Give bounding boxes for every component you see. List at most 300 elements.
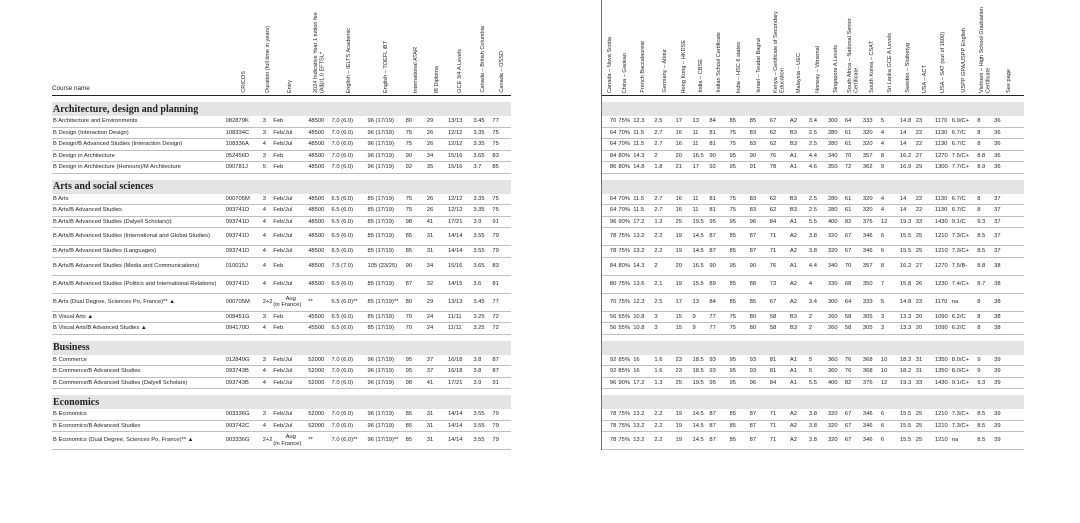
column-header-label: Vietnam – High School Graduation Certificate	[979, 6, 992, 93]
section-title: Business	[52, 341, 511, 355]
cell-usa-act: 25	[916, 228, 935, 246]
cell-usa-act: 33	[916, 216, 935, 228]
table-row	[52, 311, 1024, 323]
table-row	[52, 116, 1024, 127]
cell-kenya-certificate-of-secondary-education: 71	[770, 246, 790, 258]
cell-israel-teudat-bagrut: 96	[750, 377, 770, 389]
cell-south-africa-national-senior-certificate: 58	[845, 311, 863, 323]
cell-gce-3-4-a-levels: 14/14	[448, 246, 473, 258]
cell-norway-vitnemal: 5.5	[809, 377, 828, 389]
cell-india-cbse: 13	[692, 293, 709, 311]
row-gap	[511, 194, 601, 205]
cell-malaysia-uec: B3	[790, 194, 809, 205]
cell-french-baccalaureat: 11.5	[633, 194, 654, 205]
cell-usa-act: 20	[916, 311, 935, 323]
cell-south-korea-csat: 346	[863, 420, 881, 432]
cell-uspp-gpa-uspp-english: 7.5/B-	[952, 257, 977, 275]
cell-usa-sat-out-of-1600: 1350	[935, 355, 952, 366]
column-header-english-toefl-ibt	[367, 0, 405, 96]
cell-french-baccalaureat: 13.2	[633, 432, 654, 450]
cell-entry: Feb/Jul	[273, 366, 308, 378]
cell-south-korea-csat: 333	[863, 293, 881, 311]
cell-malaysia-uec: A1	[790, 366, 809, 378]
cell-see-page: 38	[994, 293, 1024, 311]
cell-french-baccalaureat: 12.3	[633, 116, 654, 127]
cell-entry: Feb/Jul	[273, 194, 308, 205]
cell-malaysia-uec: A2	[790, 293, 809, 311]
cell-norway-vitnemal: 2.5	[809, 194, 828, 205]
cell-vietnam-high-school-graduation-certificate: 8	[977, 311, 994, 323]
cell-canada-ossd: 77	[492, 293, 511, 311]
cell-cricos: 010015J	[226, 257, 263, 275]
cell-french-baccalaureat: 13.2	[633, 246, 654, 258]
column-gap	[511, 0, 601, 96]
cell-vietnam-high-school-graduation-certificate: 8.9	[977, 162, 994, 174]
cell-english-toefl-ibt: 85 (17/19)	[367, 311, 405, 323]
cell-sweden-slutbetyg: 14	[900, 127, 916, 139]
cell-french-baccalaureat: 16	[633, 355, 654, 366]
cell-entry: Feb	[273, 311, 308, 323]
cell-singapore-a-levels: 350	[828, 162, 845, 174]
cell-usa-act: 25	[916, 246, 935, 258]
cell-english-ielts-academic: 7.0 (6.0)	[331, 116, 367, 127]
cell-canada-british-columbia: 3.25	[473, 323, 492, 335]
cell-norway-vitnemal: 4	[809, 275, 828, 293]
cell-canada-ossd: 85	[492, 162, 511, 174]
cell-germany-abitur: 2.7	[654, 139, 675, 151]
cell-english-toefl-ibt: 96 (17/19)	[367, 127, 405, 139]
cell-malaysia-uec: B3	[790, 127, 809, 139]
cell-gce-3-4-a-levels: 12/12	[448, 194, 473, 205]
cell-sri-lanka-gce-a-levels: 5	[881, 116, 900, 127]
cell-ib-diploma: 31	[427, 432, 448, 450]
cell-india-hsc-6-states: 75	[730, 127, 750, 139]
cell-hong-kong-hkdse: 20	[676, 150, 693, 162]
cell-india-cbse: 19.5	[692, 216, 709, 228]
column-header-malaysia-uec	[790, 0, 809, 96]
cell-uspp-gpa-uspp-english: 7.3/C+	[952, 246, 977, 258]
column-header-usa-act	[916, 0, 935, 96]
column-header-label: USPP GPA/USPP English	[961, 28, 968, 93]
cell-canada-ossd: 79	[492, 420, 511, 432]
cell-norway-vitnemal: 5	[809, 366, 828, 378]
cell-english-ielts-academic: 7.0 (6.0)	[331, 420, 367, 432]
cell-usa-act: 22	[916, 139, 935, 151]
cell-canada-nova-scotia: 92	[601, 355, 618, 366]
cell-gce-3-4-a-levels: 14/15	[448, 275, 473, 293]
cell-norway-vitnemal: 2.5	[809, 205, 828, 217]
cell-china-gaokao: 75%	[618, 420, 633, 432]
cell-india-hsc-6-states: 85	[730, 275, 750, 293]
cell-sweden-slutbetyg: 15.5	[900, 420, 916, 432]
cell-international-atar: 80	[406, 293, 427, 311]
cell-canada-ossd: 75	[492, 139, 511, 151]
column-header-english-ielts-academic	[331, 0, 367, 96]
column-header-usa-sat-out-of-1600	[935, 0, 952, 96]
cell-norway-vitnemal: 3.8	[809, 246, 828, 258]
cell-english-ielts-academic: 7.0 (6.0)	[331, 366, 367, 378]
cell-ib-diploma: 35	[427, 162, 448, 174]
cell-india-cbse: 18.5	[692, 355, 709, 366]
cell-israel-teudat-bagrut: 87	[750, 246, 770, 258]
cell-english-toefl-ibt: 85 (17/19)	[367, 228, 405, 246]
cell-usa-act: 20	[916, 323, 935, 335]
cell-hong-kong-hkdse: 16	[676, 194, 693, 205]
cell-germany-abitur: 2.5	[654, 293, 675, 311]
cell-canada-ossd: 87	[492, 366, 511, 378]
cell-duration-full-time-in-years: 4	[263, 377, 274, 389]
cell-singapore-a-levels: 320	[828, 409, 845, 420]
cell-sweden-slutbetyg: 14	[900, 194, 916, 205]
cell-ib-diploma: 41	[427, 216, 448, 228]
cell-usa-sat-out-of-1600: 1210	[935, 409, 952, 420]
course-name: B Arts	[52, 194, 226, 205]
cell-germany-abitur: 2.2	[654, 432, 675, 450]
cell-norway-vitnemal: 4.4	[809, 257, 828, 275]
cell-see-page: 39	[994, 420, 1024, 432]
cell-india-cbse: 18.5	[692, 366, 709, 378]
cell-singapore-a-levels: 300	[828, 116, 845, 127]
cell-malaysia-uec: A2	[790, 409, 809, 420]
cell-english-ielts-academic: 7.0 (6.0)	[331, 355, 367, 366]
cell-indian-school-certificate: 95	[709, 216, 729, 228]
table-row	[52, 323, 1024, 335]
cell-cricos: 093743B	[226, 366, 263, 378]
cell-hong-kong-hkdse: 16	[676, 139, 693, 151]
cell-kenya-certificate-of-secondary-education: 71	[770, 432, 790, 450]
column-header-label: Entry	[287, 79, 294, 93]
cell-ib-diploma: 26	[427, 205, 448, 217]
cell-sweden-slutbetyg: 16.2	[900, 257, 916, 275]
section-gap	[511, 102, 601, 116]
cell-international-atar: 90	[406, 150, 427, 162]
column-header-label: Israel – Teudat Bagrut	[756, 38, 763, 93]
cell-usa-act: 22	[916, 194, 935, 205]
cell-vietnam-high-school-graduation-certificate: 8.7	[977, 275, 994, 293]
cell-canada-ossd: 79	[492, 228, 511, 246]
cell-india-cbse: 17	[692, 162, 709, 174]
cell-2024-indicative-year-1-tuition-fee-a-1-0-eftsl: **	[308, 432, 331, 450]
cell-english-ielts-academic: 6.5 (6.0)	[331, 275, 367, 293]
cell-canada-nova-scotia: 70	[601, 293, 618, 311]
cell-uspp-gpa-uspp-english: 7.4/C+	[952, 275, 977, 293]
cell-germany-abitur: 2	[654, 257, 675, 275]
cell-cricos: 093741D	[226, 246, 263, 258]
cell-hong-kong-hkdse: 20	[676, 257, 693, 275]
cell-south-korea-csat: 305	[863, 311, 881, 323]
column-header-label: English – IELTS Academic	[346, 27, 353, 93]
cell-singapore-a-levels: 260	[828, 311, 845, 323]
cell-china-gaokao: 70%	[618, 139, 633, 151]
cell-international-atar: 75	[406, 139, 427, 151]
cell-singapore-a-levels: 320	[828, 432, 845, 450]
row-gap	[511, 205, 601, 217]
column-header-canada-nova-scotia	[601, 0, 618, 96]
cell-south-korea-csat: 376	[863, 216, 881, 228]
cell-international-atar: 85	[406, 432, 427, 450]
row-gap	[511, 293, 601, 311]
cell-uspp-gpa-uspp-english: 6.7/C	[952, 205, 977, 217]
cell-sweden-slutbetyg: 15.5	[900, 409, 916, 420]
course-name: B Arts/B Advanced Studies	[52, 205, 226, 217]
cell-duration-full-time-in-years: 3	[263, 355, 274, 366]
cell-vietnam-high-school-graduation-certificate: 9.3	[977, 216, 994, 228]
cell-gce-3-4-a-levels: 15/16	[448, 150, 473, 162]
cell-indian-school-certificate: 81	[709, 127, 729, 139]
section-header-business	[52, 341, 1024, 355]
cell-cricos: 090781J	[226, 162, 263, 174]
cell-malaysia-uec: B3	[790, 311, 809, 323]
cell-canada-ossd: 81	[492, 275, 511, 293]
cell-israel-teudat-bagrut: 83	[750, 127, 770, 139]
cell-english-toefl-ibt: 85 (17/19)	[367, 216, 405, 228]
cell-india-hsc-6-states: 95	[730, 257, 750, 275]
cell-indian-school-certificate: 90	[709, 150, 729, 162]
cell-uspp-gpa-uspp-english: na	[952, 293, 977, 311]
cell-french-baccalaureat: 10.8	[633, 323, 654, 335]
cell-hong-kong-hkdse: 15	[676, 311, 693, 323]
cell-usa-sat-out-of-1600: 1430	[935, 216, 952, 228]
cell-norway-vitnemal: 5	[809, 355, 828, 366]
cell-malaysia-uec: A1	[790, 162, 809, 174]
cell-israel-teudat-bagrut: 83	[750, 194, 770, 205]
cell-entry: Feb/Jul	[273, 377, 308, 389]
cell-singapore-a-levels: 280	[828, 205, 845, 217]
cell-norway-vitnemal: 2	[809, 323, 828, 335]
cell-entry: Feb/Jul	[273, 409, 308, 420]
cell-2024-indicative-year-1-tuition-fee-a-1-0-eftsl: 52000	[308, 355, 331, 366]
cell-sweden-slutbetyg: 19.3	[900, 377, 916, 389]
cell-hong-kong-hkdse: 17	[676, 293, 693, 311]
cell-sri-lanka-gce-a-levels: 6	[881, 228, 900, 246]
cell-south-korea-csat: 346	[863, 228, 881, 246]
cell-see-page: 37	[994, 205, 1024, 217]
cell-vietnam-high-school-graduation-certificate: 9.3	[977, 377, 994, 389]
column-header-french-baccalaureat	[633, 0, 654, 96]
cell-norway-vitnemal: 3.4	[809, 116, 828, 127]
cell-kenya-certificate-of-secondary-education: 62	[770, 205, 790, 217]
course-name: B Design in Architecture	[52, 150, 226, 162]
cell-sri-lanka-gce-a-levels: 6	[881, 409, 900, 420]
cell-entry: Feb/Jul	[273, 355, 308, 366]
cell-uspp-gpa-uspp-english: 8.0/C+	[952, 366, 977, 378]
cell-canada-british-columbia: 3.55	[473, 409, 492, 420]
cell-see-page: 39	[994, 377, 1024, 389]
cell-germany-abitur: 1.8	[654, 162, 675, 174]
cell-singapore-a-levels: 360	[828, 355, 845, 366]
cell-hong-kong-hkdse: 19	[676, 228, 693, 246]
cell-israel-teudat-bagrut: 87	[750, 228, 770, 246]
cell-ib-diploma: 31	[427, 246, 448, 258]
cell-usa-act: 31	[916, 366, 935, 378]
cell-china-gaokao: 85%	[618, 366, 633, 378]
cell-sri-lanka-gce-a-levels: 3	[881, 311, 900, 323]
cell-malaysia-uec: A1	[790, 150, 809, 162]
cell-indian-school-certificate: 87	[709, 409, 729, 420]
column-header-label: India – HSC 6 states	[736, 41, 743, 93]
cell-canada-nova-scotia: 84	[601, 150, 618, 162]
cell-gce-3-4-a-levels: 17/21	[448, 216, 473, 228]
cell-english-toefl-ibt: 96 (17/19)	[367, 366, 405, 378]
section-gap	[511, 180, 601, 194]
cell-hong-kong-hkdse: 19	[676, 275, 693, 293]
cell-duration-full-time-in-years: 4	[263, 139, 274, 151]
cell-indian-school-certificate: 84	[709, 116, 729, 127]
cell-english-toefl-ibt: 85 (17/19)	[367, 194, 405, 205]
cell-ib-diploma: 31	[427, 420, 448, 432]
cell-vietnam-high-school-graduation-certificate: 8.5	[977, 432, 994, 450]
column-header-label: CRICOS	[240, 71, 247, 93]
section-header-arts-and-social-sciences	[52, 180, 1024, 194]
table-row	[52, 150, 1024, 162]
cell-south-africa-national-senior-certificate: 68	[845, 275, 863, 293]
cell-english-ielts-academic: 7.5 (7.0)	[331, 257, 367, 275]
cell-usa-sat-out-of-1600: 1170	[935, 116, 952, 127]
cell-india-hsc-6-states: 95	[730, 150, 750, 162]
cell-ib-diploma: 29	[427, 293, 448, 311]
cell-french-baccalaureat: 11.5	[633, 139, 654, 151]
cell-china-gaokao: 75%	[618, 293, 633, 311]
cell-french-baccalaureat: 14.3	[633, 257, 654, 275]
cell-english-toefl-ibt: 96 (17/19)	[367, 409, 405, 420]
cell-vietnam-high-school-graduation-certificate: 8.5	[977, 228, 994, 246]
cell-china-gaokao: 75%	[618, 432, 633, 450]
cell-south-korea-csat: 350	[863, 275, 881, 293]
cell-israel-teudat-bagrut: 88	[750, 275, 770, 293]
cell-international-atar: 70	[406, 323, 427, 335]
cell-israel-teudat-bagrut: 87	[750, 420, 770, 432]
cell-israel-teudat-bagrut: 85	[750, 293, 770, 311]
cell-south-africa-national-senior-certificate: 61	[845, 127, 863, 139]
cell-norway-vitnemal: 4.4	[809, 150, 828, 162]
cell-singapore-a-levels: 360	[828, 366, 845, 378]
cell-uspp-gpa-uspp-english: 6.9/C+	[952, 116, 977, 127]
cell-uspp-gpa-uspp-english: 6.7/C	[952, 194, 977, 205]
cell-ib-diploma: 26	[427, 194, 448, 205]
column-header-cricos	[226, 0, 263, 96]
cell-south-africa-national-senior-certificate: 67	[845, 228, 863, 246]
cell-english-ielts-academic: 6.5 (6.0)	[331, 323, 367, 335]
column-header-sweden-slutbetyg	[900, 0, 916, 96]
cell-sri-lanka-gce-a-levels: 5	[881, 293, 900, 311]
cell-international-atar: 87	[406, 275, 427, 293]
cell-south-korea-csat: 320	[863, 194, 881, 205]
cell-french-baccalaureat: 13.2	[633, 420, 654, 432]
cell-french-baccalaureat: 13.6	[633, 275, 654, 293]
cell-india-cbse: 13	[692, 116, 709, 127]
cell-kenya-certificate-of-secondary-education: 58	[770, 323, 790, 335]
cell-english-toefl-ibt: 96 (17/19)	[367, 116, 405, 127]
cell-uspp-gpa-uspp-english: 6.7/C	[952, 139, 977, 151]
cell-malaysia-uec: A2	[790, 246, 809, 258]
cell-sweden-slutbetyg: 18.2	[900, 366, 916, 378]
cell-international-atar: 80	[406, 116, 427, 127]
cell-canada-ossd: 83	[492, 150, 511, 162]
cell-duration-full-time-in-years: 3	[263, 116, 274, 127]
column-header-hong-kong-hkdse	[676, 0, 693, 96]
cell-india-cbse: 16.5	[692, 257, 709, 275]
row-gap	[511, 257, 601, 275]
cell-2024-indicative-year-1-tuition-fee-a-1-0-eftsl: 48500	[308, 150, 331, 162]
cell-china-gaokao: 55%	[618, 311, 633, 323]
cell-norway-vitnemal: 5.5	[809, 216, 828, 228]
cell-ib-diploma: 37	[427, 355, 448, 366]
cell-duration-full-time-in-years: 4	[263, 216, 274, 228]
row-gap	[511, 355, 601, 366]
column-header-label: Malaysia – UEC	[796, 52, 803, 93]
cell-norway-vitnemal: 2.5	[809, 139, 828, 151]
cell-indian-school-certificate: 87	[709, 228, 729, 246]
cell-israel-teudat-bagrut: 87	[750, 432, 770, 450]
cell-kenya-certificate-of-secondary-education: 58	[770, 311, 790, 323]
table-row	[52, 355, 1024, 366]
cell-duration-full-time-in-years: 4	[263, 205, 274, 217]
cell-singapore-a-levels: 280	[828, 127, 845, 139]
cell-ib-diploma: 41	[427, 377, 448, 389]
cell-malaysia-uec: A2	[790, 116, 809, 127]
cell-english-toefl-ibt: 85 (17/19)	[367, 205, 405, 217]
cell-kenya-certificate-of-secondary-education: 78	[770, 162, 790, 174]
cell-usa-sat-out-of-1600: 1090	[935, 323, 952, 335]
cell-duration-full-time-in-years: 4	[263, 228, 274, 246]
cell-international-atar: 85	[406, 228, 427, 246]
cell-india-hsc-6-states: 95	[730, 366, 750, 378]
cell-canada-british-columbia: 3.9	[473, 216, 492, 228]
cell-india-hsc-6-states: 75	[730, 311, 750, 323]
cell-india-cbse: 14.5	[692, 246, 709, 258]
cell-cricos: 000705M	[226, 194, 263, 205]
cell-indian-school-certificate: 81	[709, 139, 729, 151]
cell-french-baccalaureat: 16	[633, 366, 654, 378]
cell-singapore-a-levels: 340	[828, 150, 845, 162]
cell-2024-indicative-year-1-tuition-fee-a-1-0-eftsl: 52000	[308, 366, 331, 378]
cell-south-africa-national-senior-certificate: 67	[845, 409, 863, 420]
cell-2024-indicative-year-1-tuition-fee-a-1-0-eftsl: 48500	[308, 162, 331, 174]
course-name: B Arts (Dual Degree, Sciences Po, France)** ▲	[52, 293, 226, 311]
cell-2024-indicative-year-1-tuition-fee-a-1-0-eftsl: 52000	[308, 420, 331, 432]
table-row	[52, 216, 1024, 228]
cell-kenya-certificate-of-secondary-education: 67	[770, 293, 790, 311]
cell-indian-school-certificate: 87	[709, 420, 729, 432]
cell-usa-act: 29	[916, 162, 935, 174]
cell-canada-ossd: 79	[492, 246, 511, 258]
cell-usa-act: 23	[916, 293, 935, 311]
cell-india-hsc-6-states: 85	[730, 116, 750, 127]
cell-duration-full-time-in-years: 5	[263, 162, 274, 174]
column-header-uspp-gpa-uspp-english	[952, 0, 977, 96]
cell-see-page: 39	[994, 366, 1024, 378]
course-name: B Economics	[52, 409, 226, 420]
section-band-right	[601, 341, 1024, 355]
cell-usa-act: 22	[916, 127, 935, 139]
cell-french-baccalaureat: 17.2	[633, 377, 654, 389]
course-name: B Economics/B Advanced Studies	[52, 420, 226, 432]
cell-south-korea-csat: 346	[863, 246, 881, 258]
cell-india-cbse: 14.5	[692, 228, 709, 246]
cell-india-cbse: 11	[692, 127, 709, 139]
column-header-india-hsc-6-states	[730, 0, 750, 96]
cell-international-atar: 75	[406, 127, 427, 139]
column-header-label: Canada – British Columbia	[479, 26, 486, 93]
cell-israel-teudat-bagrut: 87	[750, 409, 770, 420]
cell-norway-vitnemal: 3.4	[809, 293, 828, 311]
cell-south-korea-csat: 320	[863, 139, 881, 151]
cell-indian-school-certificate: 77	[709, 311, 729, 323]
cell-international-atar: 92	[406, 162, 427, 174]
course-name: B Visual Arts ▲	[52, 311, 226, 323]
column-header-canada-british-columbia	[473, 0, 492, 96]
cell-south-korea-csat: 346	[863, 409, 881, 420]
